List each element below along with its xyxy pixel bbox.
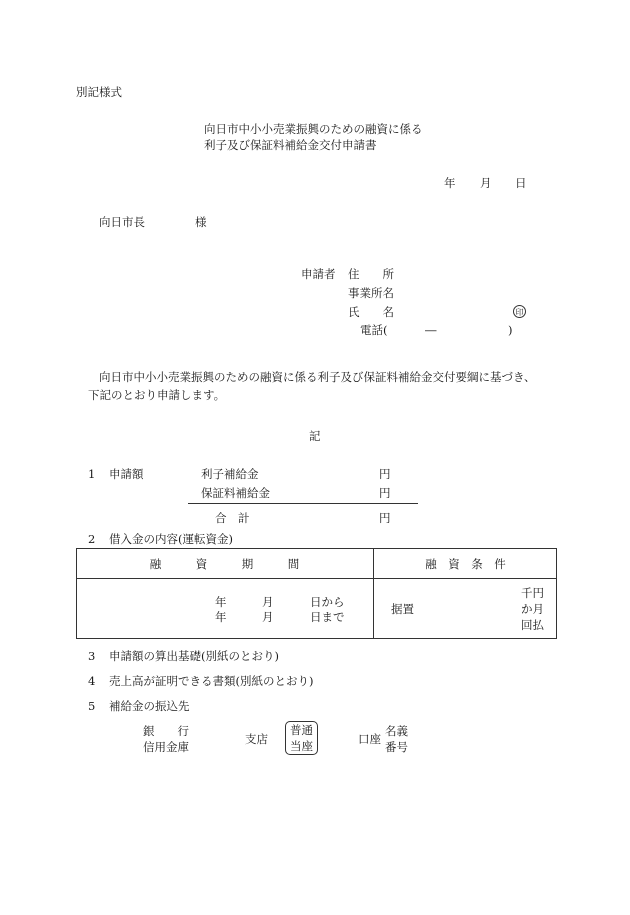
total-label: 合 計 <box>215 511 250 525</box>
period-to-month: 月 <box>262 610 274 624</box>
table-header-rule <box>76 578 557 579</box>
body-text-line-2: 下記のとおり申請します。 <box>88 388 226 402</box>
section3-number: 3 <box>88 649 96 663</box>
account-type-ordinary: 普通 <box>290 723 313 737</box>
total-unit: 円 <box>379 511 391 525</box>
loan-terms-header: 融 資 条 件 <box>425 557 506 571</box>
title-line-2: 利子及び保証料補給金交付申請書 <box>204 138 377 152</box>
addressee-name: 向日市長 <box>99 215 145 229</box>
section3-label: 申請額の算出基礎(別紙のとおり) <box>109 649 279 663</box>
account-type-current: 当座 <box>290 739 313 753</box>
period-from-year: 年 <box>215 595 227 609</box>
holder-name-label: 名義 <box>385 724 408 738</box>
applicant-label: 申請者 <box>301 267 336 281</box>
date-month: 月 <box>480 176 492 190</box>
credit-union-label: 信用金庫 <box>143 740 189 754</box>
section1-number: 1 <box>88 467 96 481</box>
bank-label: 銀 行 <box>143 724 189 738</box>
date-day: 日 <box>515 176 527 190</box>
section2-label: 借入金の内容(運転資金) <box>109 532 233 546</box>
applicant-phone-close: ) <box>508 323 513 337</box>
period-from-day: 日から <box>310 595 345 609</box>
interest-subsidy-unit: 円 <box>379 467 391 481</box>
deferment-label: 据置 <box>391 602 414 616</box>
account-label: 口座 <box>358 732 381 746</box>
addressee-honorific: 様 <box>195 215 207 229</box>
body-text-line-1: 向日市中小小売業振興のための融資に係る利子及び保証料補給金交付要綱に基づき、 <box>99 370 536 384</box>
period-from-month: 月 <box>262 595 274 609</box>
account-number-label: 番号 <box>385 740 408 754</box>
unit-months: か月 <box>521 602 544 616</box>
ki-heading: 記 <box>309 429 321 443</box>
guarantee-subsidy-unit: 円 <box>379 486 391 500</box>
period-to-year: 年 <box>215 610 227 624</box>
section1-label: 申請額 <box>109 467 144 481</box>
section5-label: 補給金の振込先 <box>109 699 190 713</box>
unit-thousand-yen: 千円 <box>521 586 544 600</box>
section2-number: 2 <box>88 532 96 546</box>
section5-number: 5 <box>88 699 96 713</box>
date-year: 年 <box>444 176 456 190</box>
total-rule <box>188 503 418 504</box>
seal-icon: 印 <box>513 305 526 318</box>
applicant-office-label: 事業所名 <box>348 286 394 300</box>
guarantee-subsidy-label: 保証料補給金 <box>201 486 270 500</box>
branch-label: 支店 <box>245 732 268 746</box>
applicant-phone-dash: ― <box>425 323 437 337</box>
applicant-name-label: 氏 名 <box>348 305 394 319</box>
section4-label: 売上高が証明できる書類(別紙のとおり) <box>109 674 314 688</box>
unit-installments: 回払 <box>521 618 544 632</box>
loan-period-header: 融 資 期 間 <box>149 557 300 571</box>
interest-subsidy-label: 利子補給金 <box>201 467 259 481</box>
applicant-address-label: 住 所 <box>348 267 394 281</box>
form-type-label: 別記様式 <box>76 85 122 99</box>
period-to-day: 日まで <box>310 610 345 624</box>
section4-number: 4 <box>88 674 96 688</box>
title-line-1: 向日市中小小売業振興のための融資に係る <box>204 122 423 136</box>
applicant-phone-label: 電話( <box>360 323 388 337</box>
